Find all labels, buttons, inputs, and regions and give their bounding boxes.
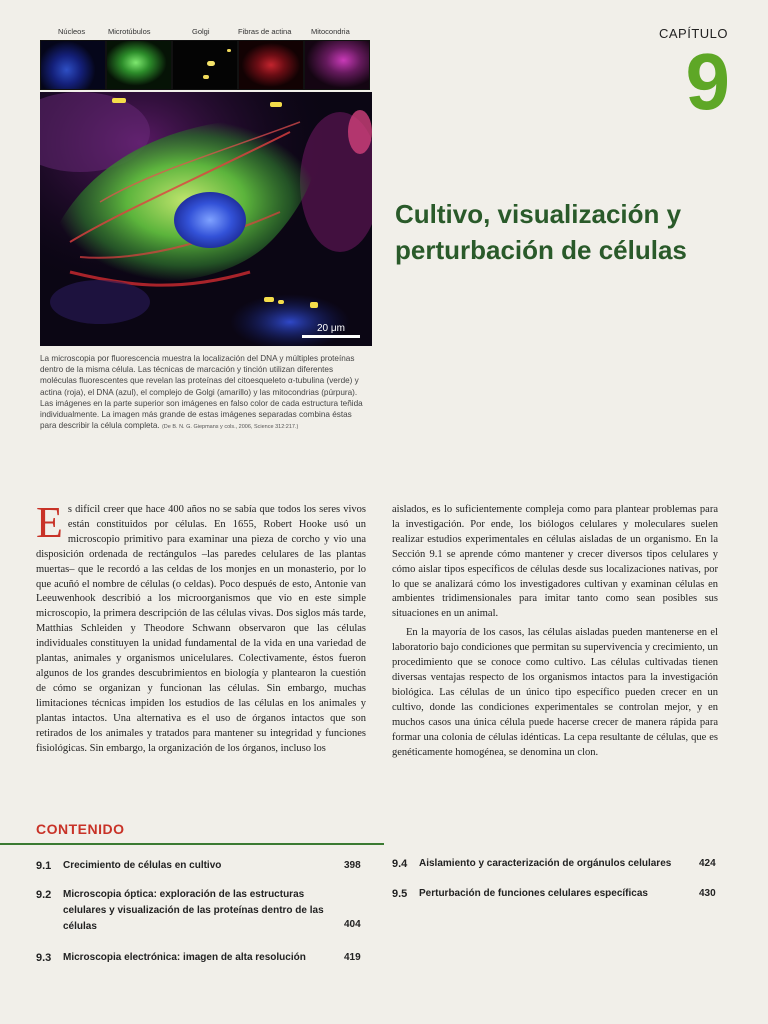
- thumb-golgi: [172, 40, 238, 90]
- thumb-mitocondria: [304, 40, 370, 90]
- body-column-left: [36, 498, 366, 756]
- chapter-label: CAPÍTULO: [658, 26, 728, 41]
- caption-credit: (De B. N. G. Giepmans y cols., 2006, Science 312:217.): [161, 424, 299, 431]
- contents-divider: [0, 843, 384, 845]
- thumb-label-actina: Fibras de actina: [238, 27, 292, 36]
- toc-page: 424: [699, 858, 716, 869]
- figure-caption: [40, 353, 364, 433]
- drop-cap: E: [36, 498, 63, 547]
- thumb-label-nucleos: Núcleos: [58, 27, 86, 36]
- body-paragraph: aislados, es lo suficientemente compleja como para plantear problemas para la investigación. Por ende, los biólogos celulares y moleculares suelen realizar estudios experimentales en células aisladas de un organismo. En la Sección 9.1 se aprende cómo mantener y crecer diversos tipos celulares y cómo aislar tipos específicos de células desde sus localizaciones nativas, por lo que se analizará cómo los investigadores cultivan y examinan células en ambientes tridimensionales para imitar tanto como sean posibles sus situaciones en un animal.: [392, 504, 718, 620]
- toc-title: Microscopia electrónica: imagen de alta resolución: [63, 952, 306, 963]
- thumb-label-golgi: Golgi: [192, 27, 210, 36]
- toc-title: Crecimiento de células en cultivo: [63, 860, 222, 871]
- toc-number: 9.4: [392, 858, 408, 870]
- body-column-right: [392, 503, 718, 760]
- golgi-dot: [207, 61, 215, 66]
- thumb-label-mitocondria: Mitocondria: [311, 27, 350, 36]
- body-paragraph: [36, 498, 366, 756]
- toc-number: 9.5: [392, 888, 408, 900]
- golgi-dot: [227, 49, 231, 52]
- thumb-actina: [238, 40, 304, 90]
- toc-page: 404: [344, 919, 361, 930]
- thumb-microtubulos: [106, 40, 172, 90]
- toc-item[interactable]: [392, 886, 722, 904]
- chapter-title: Cultivo, visualización y perturbación de células: [395, 199, 687, 265]
- body-left-text: s difícil creer que hace 400 años no se sabía que todos los seres vivos están constituidos por células. En 1655, Robert Hooke usó un microscopio primitivo para examinar una pieza de corcho y vio una disposición ordenada de rectángulos –las paredes celulares de las plantas muertas– que le recordó a las celdas de los monjes en un monasterio, por lo que acuñó el nombre de células (o celdas). Poco después de esto, Antonie van Leeuwenhook describió a los microorganismos que vio en este simple microscopio, la primera descripción de las células vivas. Dos siglos más tarde, Matthias Schleiden y Theodore Schwann observaron que las células individuales constituyen la unidad fundamental de la vida en una variedad de plantas, animales y organismos unicelulares. Colectivamente, éstos fueron algunos de los grandes descubrimientos en biología y plantearon la cuestión de cómo se organizan y funcionan las células. Sin embargo, muchas limitaciones técnicas impiden los estudios de las células en los animales y plantas intactos. Una alternativa es el uso de órganos intactos que son retirados de los animales y tratados para mantener su integridad y funciones fisiológicas. Sin embargo, la organización de los órganos, incluso los: [36, 504, 366, 754]
- caption-text: La microscopia por fluorescencia muestra la localización del DNA y múltiples proteínas dentro de la misma célula. Las técnicas de marcación y tinción utilizan diferentes moléculas fluorescentes que revelan las proteínas del citoesqueleto α-tubulina (verde) y actina (roja), el DNA (azul), el complejo de Golgi (amarillo) y las mitocondrias (púrpura). Las imágenes en la parte superior son imágenes en falso color de cada estructura teñida individualmente. La imagen más grande de estas imágenes separadas combina éstas para describir la célula completa.: [40, 354, 363, 431]
- toc-item[interactable]: [36, 950, 366, 968]
- scale-bar-label: 20 μm: [317, 323, 345, 334]
- toc-title: Perturbación de funciones celulares específicas: [419, 888, 648, 899]
- toc-page: 398: [344, 860, 361, 871]
- scale-bar-line: [302, 335, 360, 338]
- toc-item[interactable]: [392, 856, 722, 874]
- body-paragraph: En la mayoría de los casos, las células aisladas pueden mantenerse en el laboratorio bajo condiciones que permitan su supervivencia y crecimiento, un procedimiento que se conoce como cultivo. Las células cultivadas tienen diversas ventajas respecto de los organismos intactos para la investigación biológica. Las células de un único tipo específico pueden crecer en un cultivo, donde las condiciones experimentales se controlan mejor, y en muchos casos una única célula puede hacerse crecer de manera rápida para formar una colonia de células idénticas. La cepa resultante de células, que es genéticamente homogénea, se denomina un clon.: [392, 627, 718, 758]
- golgi-dot: [203, 75, 209, 79]
- toc-item[interactable]: [36, 858, 366, 876]
- toc-page: 430: [699, 888, 716, 899]
- thumb-labels: [40, 27, 373, 39]
- fluorescence-micrograph: [40, 92, 372, 346]
- toc-item[interactable]: [36, 887, 366, 937]
- cell-illustration: [40, 92, 372, 346]
- scale-bar: [302, 323, 360, 338]
- toc-title: Microscopia óptica: exploración de las estructuras celulares y visualización de las proteínas dentro de las células: [63, 889, 324, 932]
- toc-page: 419: [344, 952, 361, 963]
- toc-number: 9.1: [36, 860, 52, 872]
- toc-number: 9.2: [36, 889, 52, 901]
- contents-heading: CONTENIDO: [36, 821, 125, 837]
- figure-thumbnails: [40, 40, 370, 88]
- toc-number: 9.3: [36, 952, 52, 964]
- chapter-number: 9: [685, 37, 728, 126]
- toc-title: Aislamiento y caracterización de orgánulos celulares: [419, 858, 672, 869]
- thumb-label-microtubulos: Microtúbulos: [108, 27, 151, 36]
- thumb-nucleos: [40, 40, 106, 90]
